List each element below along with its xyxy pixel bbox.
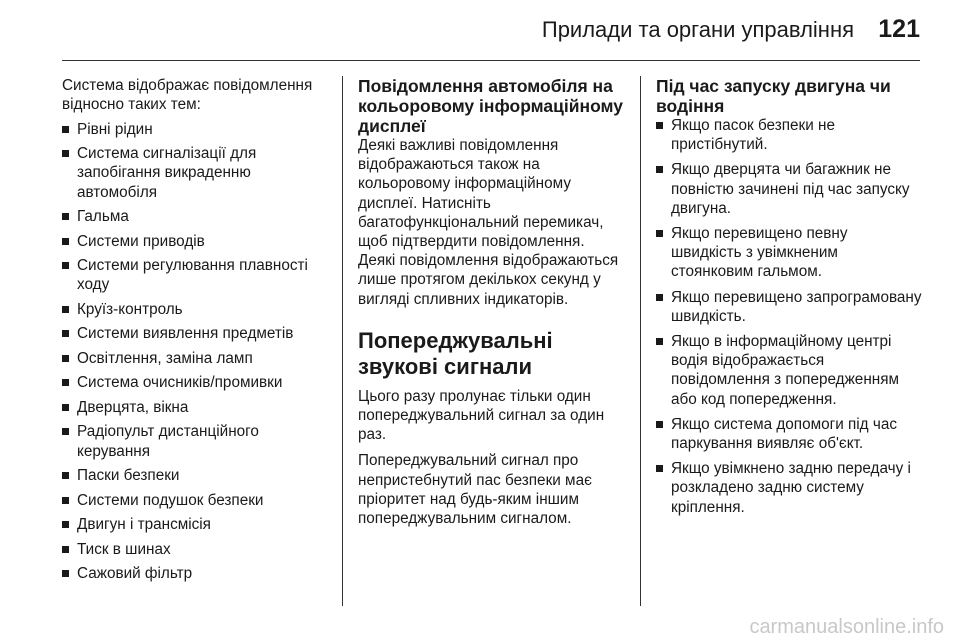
bullet-icon xyxy=(62,213,69,220)
list-item: Освітлення, заміна ламп xyxy=(62,349,330,368)
bullet-icon xyxy=(656,230,663,237)
list-item: Радіопульт дистанційного керування xyxy=(62,422,330,460)
intro-text: Система відображає повідомлення відносно таких тем: xyxy=(62,77,313,114)
bullet-icon xyxy=(656,421,663,428)
bullet-icon xyxy=(656,294,663,301)
bullet-icon xyxy=(656,122,663,129)
paragraph: Цього разу пролунає тільки один попереджувальний сигнал за один раз. xyxy=(358,387,605,444)
bullet-icon xyxy=(62,497,69,504)
bullet-icon xyxy=(62,355,69,362)
list-item: Системи приводів xyxy=(62,232,330,251)
list-item: Рівні рідин xyxy=(62,120,330,139)
bullet-icon xyxy=(62,546,69,553)
paragraph: Деякі важливі повідомлення відображаються також на кольоровому інформаційному дисплеї. Натисніть багатофункціональний перемикач, щоб підтвердити повідомлення. Деякі повідомлення відображаються лише протягом декількох секунд у вигляді спливних індикаторів. xyxy=(358,137,619,308)
list-item: Системи регулювання плавності ходу xyxy=(62,256,330,294)
section-heading: Під час запуску двигуна чи водіння xyxy=(656,76,891,116)
list-item: Якщо увімкнено задню передачу і розкладено задню систему кріплення. xyxy=(656,459,922,517)
bullet-icon xyxy=(62,126,69,133)
bullet-icon xyxy=(656,465,663,472)
list-item: Системи подушок безпеки xyxy=(62,491,330,510)
column-divider xyxy=(640,76,641,606)
bullet-icon xyxy=(656,166,663,173)
list-item: Якщо перевищено запрограмовану швидкість. xyxy=(656,288,922,326)
list-item: Тиск в шинах xyxy=(62,540,330,559)
list-item: Круїз-контроль xyxy=(62,300,330,319)
list-item: Системи виявлення предметів xyxy=(62,324,330,343)
bullet-icon xyxy=(62,150,69,157)
paragraph: Попереджувальний сигнал про непристебнутий пас безпеки має пріоритет над будь-яким іншим попереджувальним сигналом. xyxy=(358,452,592,528)
bullet-icon xyxy=(62,521,69,528)
bullet-icon xyxy=(62,306,69,313)
section-heading-large: Попереджувальні звукові сигнали xyxy=(358,327,553,379)
list-item: Якщо система допомоги під час паркування виявляє об'єкт. xyxy=(656,415,922,453)
list-item: Система сигналізації для запобігання викраденню автомобіля xyxy=(62,144,330,202)
column-left xyxy=(62,76,330,583)
section-heading: Повідомлення автомобіля на кольоровому інформаційному дисплеї xyxy=(358,76,623,136)
list-item: Якщо перевищено певну швидкість з увімкненим стоянковим гальмом. xyxy=(656,224,922,282)
bullet-icon xyxy=(62,330,69,337)
bullet-icon xyxy=(656,338,663,345)
bullet-icon xyxy=(62,379,69,386)
bullet-icon xyxy=(62,262,69,269)
page-number: 121 xyxy=(878,15,920,43)
page-header xyxy=(62,0,920,61)
column-middle xyxy=(358,76,626,528)
bullet-icon xyxy=(62,570,69,577)
topic-list xyxy=(62,120,330,584)
list-item: Паски безпеки xyxy=(62,466,330,485)
warning-list xyxy=(656,116,922,517)
watermark: carmanualsonline.info xyxy=(749,616,944,638)
column-divider xyxy=(342,76,343,606)
list-item: Якщо дверцята чи багажник не повністю зачинені під час запуску двигуна. xyxy=(656,160,922,218)
bullet-icon xyxy=(62,404,69,411)
header-title: Прилади та органи управління xyxy=(541,17,854,42)
bullet-icon xyxy=(62,428,69,435)
bullet-icon xyxy=(62,238,69,245)
list-item: Двигун і трансмісія xyxy=(62,515,330,534)
list-item: Дверцята, вікна xyxy=(62,398,330,417)
list-item: Система очисників/промивки xyxy=(62,373,330,392)
list-item: Якщо в інформаційному центрі водія відображається повідомлення з попередженням або код попередження. xyxy=(656,332,922,409)
list-item: Гальма xyxy=(62,207,330,226)
column-right xyxy=(656,76,922,517)
list-item: Сажовий фільтр xyxy=(62,564,330,583)
bullet-icon xyxy=(62,472,69,479)
list-item: Якщо пасок безпеки не пристібнутий. xyxy=(656,116,922,154)
